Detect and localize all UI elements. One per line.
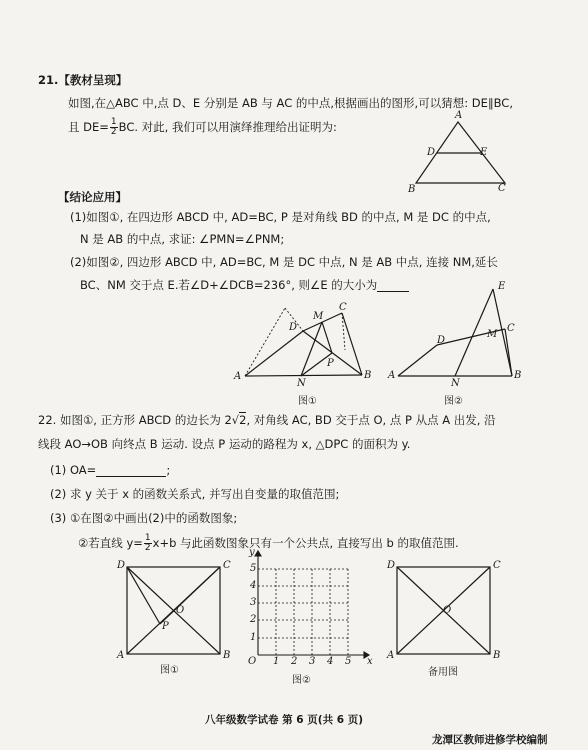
q21-line1: 如图,在△ABC 中,点 D、E 分别是 AB 与 AC 的中点,根据画出的图形,可以猜想: DE∥BC, <box>68 96 513 110</box>
q22-fig1-label-b: B <box>223 650 231 661</box>
q21-p1-line1: (1)如图①, 在四边形 ABCD 中, AD=BC, P 是对角线 BD 的中点, M 是 DC 的中点, <box>70 210 491 224</box>
sqrt-radicand: 2 <box>239 413 247 427</box>
q21-p2-line2-text: BC、NM 交于点 E.若∠D+∠DCB=236°, 则∠E 的大小为 <box>80 278 378 292</box>
grid-y-tick: 4 <box>250 580 257 591</box>
fig1-label-a: A <box>234 371 242 382</box>
q21-line2-post: BC. 对此, 我们可以用演绎推理给出证明为: <box>118 120 337 134</box>
grid-y-tick: 1 <box>250 632 257 643</box>
q22-fig3-label-a: A <box>387 650 395 661</box>
fig1-label-c: C <box>339 302 347 313</box>
fig1-label-p: P <box>327 358 334 369</box>
q22-line1-post: , 对角线 AC, BD 交于点 O, 点 P 从点 A 出发, 沿 <box>246 413 496 427</box>
footer-publisher: 龙潭区教师进修学校编制 <box>432 734 548 746</box>
fig2-label-a: A <box>388 370 396 381</box>
fig2-label-c: C <box>507 323 515 334</box>
q22-fig1-label-d: D <box>117 560 126 571</box>
q21-p2-line1: (2)如图②, 四边形 ABCD 中, AD=BC, M 是 DC 中点, N 是 AB 中点, 连接 NM,延长 <box>70 255 498 269</box>
grid-x-tick: 3 <box>309 656 316 667</box>
q21-fig2-caption: 图② <box>444 396 463 407</box>
q22-q1-end: ; <box>166 463 171 477</box>
q21-line2-pre: 且 DE= <box>68 120 109 134</box>
q22-fig3-label-o: O <box>443 605 452 616</box>
q22-q3b-post: x+b 与此函数图象只有一个公共点, 直接写出 b 的取值范围. <box>152 536 459 550</box>
fig2-label-n: N <box>451 378 460 389</box>
fraction-numerator: 1 <box>144 533 151 543</box>
fig2-label-d: D <box>437 335 446 346</box>
grid-y-tick: 2 <box>250 614 257 625</box>
tri-label-e: E <box>480 147 488 158</box>
grid-x-tick: 4 <box>327 656 334 667</box>
fig2-label-m: M <box>487 329 498 340</box>
fig1-label-m: M <box>313 311 324 322</box>
tri-label-b: B <box>408 184 416 195</box>
grid-y-axis-label: y <box>249 547 255 558</box>
q22-fig1-label-a: A <box>117 650 125 661</box>
grid-origin-label: O <box>248 656 257 667</box>
q22-q3b-pre: ②若直线 y= <box>78 536 143 550</box>
fig1-label-b: B <box>364 370 372 381</box>
tri-label-a: A <box>455 110 463 121</box>
q22-line2: 线段 AO→OB 向终点 B 运动. 设点 P 运动的路程为 x, △DPC 的面积为 y. <box>38 437 411 451</box>
q22-q1-label: (1) OA= <box>50 463 97 477</box>
q21-fig1-caption: 图① <box>298 396 317 407</box>
fig2-label-e: E <box>498 281 506 292</box>
q22-fig1-label-o: O <box>176 605 185 616</box>
q22-fig1-label-c: C <box>223 560 231 571</box>
grid-x-tick: 2 <box>291 656 298 667</box>
fig1-label-n: N <box>297 378 306 389</box>
q22-line1-pre: 22. 如图①, 正方形 ABCD 的边长为 2 <box>38 413 232 427</box>
fig1-label-d: D <box>289 322 298 333</box>
grid-x-tick: 1 <box>273 656 280 667</box>
q22-fig3-label-d: D <box>387 560 396 571</box>
conclusion-header: 【结论应用】 <box>58 190 127 204</box>
fraction-denominator: 2 <box>110 127 117 137</box>
q22-fig2-caption: 图② <box>292 675 311 686</box>
q22-fig3-label-c: C <box>493 560 501 571</box>
q22-fig1-caption: 图① <box>160 665 179 676</box>
q22-fig3-label-b: B <box>493 650 501 661</box>
q21-p1-line2: N 是 AB 的中点, 求证: ∠PMN=∠PNM; <box>80 232 285 246</box>
q22-q3: (3) ①在图②中画出(2)中的函数图象; <box>50 511 238 525</box>
sqrt-symbol: √ <box>231 413 240 427</box>
q22-q2: (2) 求 y 关于 x 的函数关系式, 并写出自变量的取值范围; <box>50 487 340 501</box>
grid-x-tick: 5 <box>345 656 352 667</box>
q22-fig3-caption: 备用图 <box>428 667 458 678</box>
q22-fig1-label-p: P <box>162 621 169 632</box>
q21-header: 21.【教材呈现】 <box>38 73 128 87</box>
footer-page-info: 八年级数学试卷 第 6 页(共 6 页) <box>205 714 363 726</box>
fraction-denominator: 2 <box>144 543 151 553</box>
tri-label-d: D <box>427 147 436 158</box>
fig2-label-b: B <box>514 370 522 381</box>
fraction-numerator: 1 <box>110 117 117 127</box>
tri-label-c: C <box>498 183 506 194</box>
grid-y-tick: 3 <box>250 597 257 608</box>
grid-y-tick: 5 <box>250 563 257 574</box>
grid-x-axis-label: x <box>367 656 373 667</box>
